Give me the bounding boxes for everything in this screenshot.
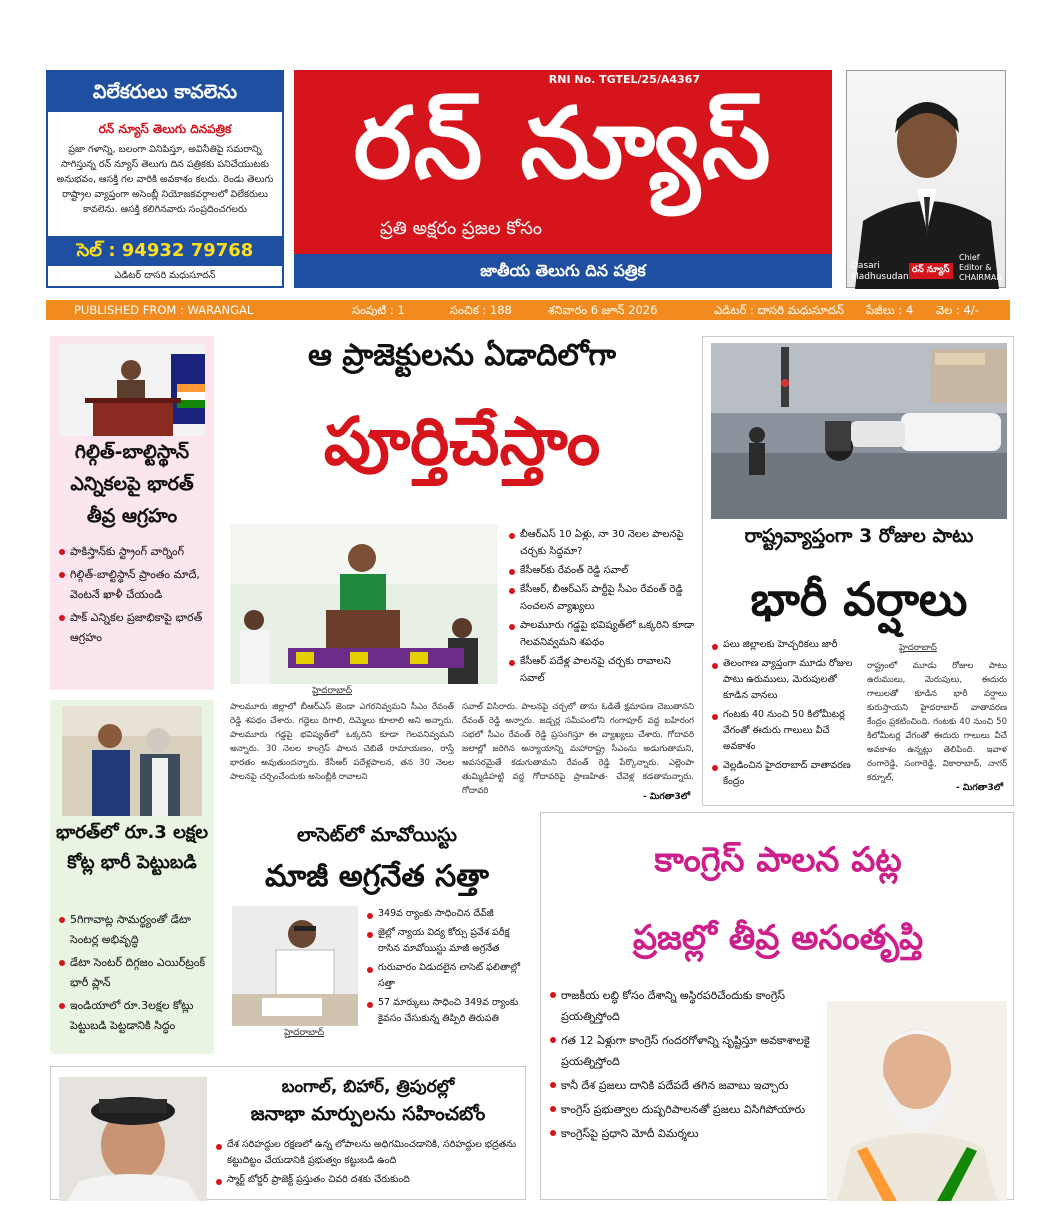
list-item: పాకిస్తాన్‌కు స్ట్రాంగ్ వార్నింగ్ [56, 542, 208, 562]
rain-body: రాష్ట్రంలో మూడు రోజుల పాటు ఉరుములు, మెరుపులు, ఈదురు గాలులతో కూడిన భారీ వర్షాలు కురుస్తాయని హైదరాబాద్ వాతావరణ కేంద్రం ప్రకటించింది. గంటకు 40 నుంచి 50 కిలోమీటర్ల వేగంతో ఈదురు గాలులు వీచే అవకాశం ఉన్నట్లు తెలిపింది. ఇవాళ రంగారెడ్డి, సంగారెడ్డి, వికారాబాద్, నాగర్ కర్నూల్, [867, 661, 1007, 783]
congress-headline-1: కాంగ్రెస్ పాలన పట్ల [654, 840, 902, 880]
list-item: రాజకీయ లబ్ధి కోసం దేశాన్ని అస్థిరపరిచేందుకు కాంగ్రెస్ ప్రయత్నిస్తోంది [547, 985, 815, 1027]
story-maoist [224, 818, 530, 1058]
list-item: కాంగ్రెస్ ప్రభుత్వాల దుష్పరిపాలనతో ప్రజలు విసిగిపోయారు [547, 1099, 815, 1120]
modi-photo [827, 1001, 1007, 1201]
rain-headline: భారీ వర్షాలు [750, 572, 968, 626]
exam-icon [232, 906, 358, 1026]
list-item: కేసీఆర్ పదేళ్ల పాలనపై చర్చకు రావాలని సవాల్ [506, 653, 696, 687]
masthead-subtitle: జాతీయ తెలుగు దిన పత్రిక [294, 254, 832, 288]
portrait-icon [827, 1001, 1007, 1201]
maoist-bullets [364, 906, 524, 1030]
list-item: వెల్లడించిన హైదరాబాద్ వాతావరణ కేంద్రం [709, 758, 861, 790]
masthead-tagline: ప్రతి అక్షరం ప్రజల కోసం [380, 218, 543, 239]
issue-number: సంచిక : 188 [450, 303, 512, 317]
lead-body-right: సవాల్ విసిరారు. పాలనపై చర్చలో తాను ఓడితే క్షమాపణ చెబుతానని రేవంత్ రెడ్డి అన్నారు. జడ్చర్ల సమీపంలోని గంగాపూర్ వద్ద బహిరంగ సభలో సీఎం రేవంత్ రెడ్డి ప్రసంగిస్తూ ఈ వ్యాఖ్యలు చేశారు. గోదావరి జలాల్లో జరిగిన అన్యాయాన్ని మహారాష్ట్ర సీఎంను అడుగుతామని, అవసరమైతే కడుగుతామని రేవంత్ రెడ్డి పేర్కొన్నారు. ఎల్లెంపా తుమ్మిడిహట్టి వద్ద గోదావరిపై ప్రాణహిత- చేవెళ్ల కడతామన్నారు. గోదావరి [462, 702, 694, 796]
lead-continued: - మిగతా3లో [643, 792, 690, 802]
issue-info-strip [46, 300, 1010, 320]
story-lead [224, 330, 700, 810]
ad-phone[interactable]: సెల్ : 94932 79768 [48, 236, 282, 266]
list-item: స్మార్ట్ బోర్డర్ ప్రాజెక్ట్ ప్రస్తుతం చివరి దశకు చేరుకుంది [213, 1172, 523, 1188]
rain-photo [711, 343, 1007, 519]
congress-bullets [547, 985, 815, 1147]
maoist-photo-caption: హైదరాబాద్ [284, 1028, 325, 1038]
list-item: 349వ ర్యాంకు సాధించిన దేవ్‌జీ [364, 906, 524, 922]
list-item: కానీ దేశ ప్రజలు దానికి పదేపదే తగిన జవాబు ఇచ్చారు [547, 1075, 815, 1096]
list-item: ఇండియాలో రూ.3లక్షల కోట్లు పెట్టుబడి పెట్టడానికి సిద్ధం [56, 996, 208, 1036]
list-item: దేశ సరిహద్దుల రక్షణలో ఉన్న లోపాలను అధిగమించడానికి, సరిహద్దుల భద్రతను కట్టుదిట్టం చేయడానికి ప్రభుత్వం కట్టుబడి ఉంది [213, 1137, 523, 1169]
editor-photo-box [846, 70, 1006, 288]
speaker-photo [59, 344, 205, 436]
list-item: గత 12 ఏళ్లుగా కాంగ్రెస్ గందరగోళాన్ని సృష్టిస్తూ అవకాశాలకై ప్రయత్నిస్తోంది [547, 1030, 815, 1072]
page-count: పేజీలు : 4 [866, 303, 914, 317]
volume-number: సంపుటి : 1 [352, 303, 405, 317]
rain-kicker: రాష్ట్రవ్యాప్తంగా 3 రోజుల పాటు [744, 525, 974, 547]
maoist-kicker: లాసెట్‌లో మావోయిస్టు [297, 824, 457, 846]
meeting-icon [62, 706, 202, 816]
list-item: బీఆర్ఎస్ 10 ఏళ్లు, నా 30 నెలల పాలనపై చర్చకు సిద్ధమా? [506, 526, 696, 560]
story-investment [50, 700, 214, 1054]
maoist-photo [232, 906, 358, 1026]
maoist-headline: మాజీ అగ్రనేత సత్తా [265, 859, 489, 894]
minister-icon [59, 1077, 207, 1201]
lead-bullets [506, 526, 696, 689]
rain-icon [711, 343, 1007, 519]
list-item: పలు జిల్లాలకు హెచ్చరికలు జారీ [709, 637, 861, 653]
list-item: కేసీఆర్‌కు రేవంత్ రెడ్డి సవాల్ [506, 562, 696, 579]
story-rain [702, 336, 1014, 806]
podium-icon [59, 344, 205, 436]
rally-icon [230, 524, 498, 684]
recruitment-ad [46, 70, 284, 288]
published-from: PUBLISHED FROM : WARANGAL [74, 303, 254, 317]
masthead [294, 70, 832, 288]
list-item: తెలంగాణ వ్యాప్తంగా మూడు రోజుల పాటు ఉరుములు, మెరుపులతో కూడిన వానలు [709, 656, 861, 704]
minister-photo [59, 1077, 207, 1201]
lead-body-left: పాలమూరు జిల్లాలో బీఆర్ఎస్ జెండా ఎగరనివ్వమని సీఎం రేవంత్ రెడ్డి శపథం చేశారు. గద్దెలు దిగాలి, దిమ్మెలు కూలాలి అని అన్నారు. పాలమూరు గడ్డపై భవిష్యత్‌లో ఒక్కరిని కూడా గెలవనివ్వమని అన్నారు. 30 నెలల కాంగ్రెస్ పాలన చెబితే రామాయణం, రాస్తే భారతం అవుతుందన్నారు. కేసీఆర్ పదేళ్లపాలన, తన 30 నెలల పాలనపై చర్చించేందుకు అసెంబ్లీకి రావాలని [230, 702, 454, 782]
list-item: గురువారం విడుదలైన లాసెట్ ఫలితాల్లో సత్తా [364, 960, 524, 992]
rain-dateline: హైదరాబాద్ [899, 643, 937, 653]
lead-headline: పూర్తిచేస్తాం [323, 403, 601, 480]
border-bullets [213, 1137, 523, 1191]
ad-editor-line: ఎడిటర్ దాసరి మధుసూదన్ [114, 270, 216, 281]
list-item: గిల్గిత్-బాల్టిస్థాన్ ప్రాంతం మాదే, వెంటనే ఖాళీ చేయండి [56, 565, 208, 605]
list-item: డేటా సెంటర్ దిగ్గజం ఎయిర్‌ట్రంక్ భారీ ప్లాన్ [56, 953, 208, 993]
list-item: 57 మార్కులు సాధించి 349వ ర్యాంకు కైవసం చేసుకున్న తిప్పిరి తిరుపతి [364, 995, 524, 1027]
ad-body: ప్రజా గళాన్ని, బలంగా వినిపిస్తూ, అవినీతిపై సమరాన్ని సాగిస్తున్న రన్ న్యూస్ తెలుగు దిన పత్రికకు పనిచేయుటకు అనుభవం, ఆసక్తి గల వారికి అవకాశం కలదు. రెండు తెలుగు రాష్ట్రాల వ్యాప్తంగా అసెంబ్లీ నియోజకవర్గాలలో విలేకరులు కావలెను. ఆసక్తి కలిగినవారు సంప్రదించగలరు [56, 144, 274, 215]
list-item: కేసీఆర్, బీఆర్ఎస్ పార్టీపై సీఎం రేవంత్ రెడ్డి సంచలన వ్యాఖ్యలు [506, 581, 696, 615]
rain-continued: - మిగతా3లో [956, 783, 1003, 793]
story-congress [540, 812, 1014, 1200]
list-item: కాంగ్రెస్‌పై ప్రధాని మోదీ విమర్శలు [547, 1123, 815, 1144]
border-headline-1: బంగాల్, బిహార్, త్రిపురల్లో [281, 1077, 455, 1097]
story-border [50, 1066, 526, 1200]
list-item: గంటకు 40 నుంచి 50 కిలోమీటర్ల వేగంతో ఈదురు గాలులు వీచే అవకాశం [709, 707, 861, 755]
rain-bullets [709, 637, 861, 793]
gilgit-headline: గిల్గిత్-బాల్టిస్థాన్ ఎన్నికలపై భారత్ తీవ్ర ఆగ్రహం [70, 441, 194, 527]
gilgit-bullets [56, 542, 208, 651]
rni-number: RNI No. TGTEL/25/A4367 [548, 73, 700, 86]
price: వెల : 4/- [936, 303, 979, 317]
editor-role: Chief Editor & CHAIRMAN [959, 253, 1003, 282]
editor-name: Dasari Madhusudan [851, 261, 909, 282]
list-item: జైల్లో న్యాయ విద్య కోర్సు ప్రవేశ పరీక్ష రాసిన మావోయిస్టు మాజీ అగ్రనేత [364, 925, 524, 957]
lead-photo-caption: హైదరాబాద్ [312, 686, 353, 696]
congress-headline-2: ప్రజల్లో తీవ్ర అసంతృప్తి [632, 918, 924, 958]
list-item: 5గిగావాట్ల సామర్థ్యంతో డేటా సెంటర్ల అభివృద్ధి [56, 910, 208, 950]
ad-title: విలేకరులు కావలెను [48, 72, 282, 112]
editor-logo: రన్ న్యూస్ [909, 263, 953, 279]
meeting-photo [62, 706, 202, 816]
strip-editor: ఎడిటర్ : దాసరి మధుసూదన్ [714, 303, 844, 317]
border-headline-2: జనాభా మార్పులను సహించబోం [250, 1103, 486, 1125]
story-gilgit [50, 336, 214, 690]
ad-paper-name: రన్ న్యూస్ తెలుగు దినపత్రిక [98, 122, 232, 136]
masthead-title: రన్ న్యూస్ [353, 87, 773, 201]
lead-kicker: ఆ ప్రాజెక్టులను ఏడాదిలోగా [307, 338, 617, 373]
list-item: పాలమూరు గడ్డపై భవిష్యత్‌లో ఒక్కరిని కూడా గెలవనివ్వమని శపథం [506, 617, 696, 651]
issue-date: శనివారం 6 జూన్ 2026 [548, 303, 658, 317]
list-item: పాక్ ఎన్నికల ప్రజాభికాపై భారత్ ఆగ్రహం [56, 608, 208, 648]
rally-photo [230, 524, 498, 684]
investment-bullets [56, 910, 208, 1039]
investment-headline: భారత్‌లో రూ.3 లక్షల కోట్ల భారీ పెట్టుబడి [56, 822, 209, 873]
